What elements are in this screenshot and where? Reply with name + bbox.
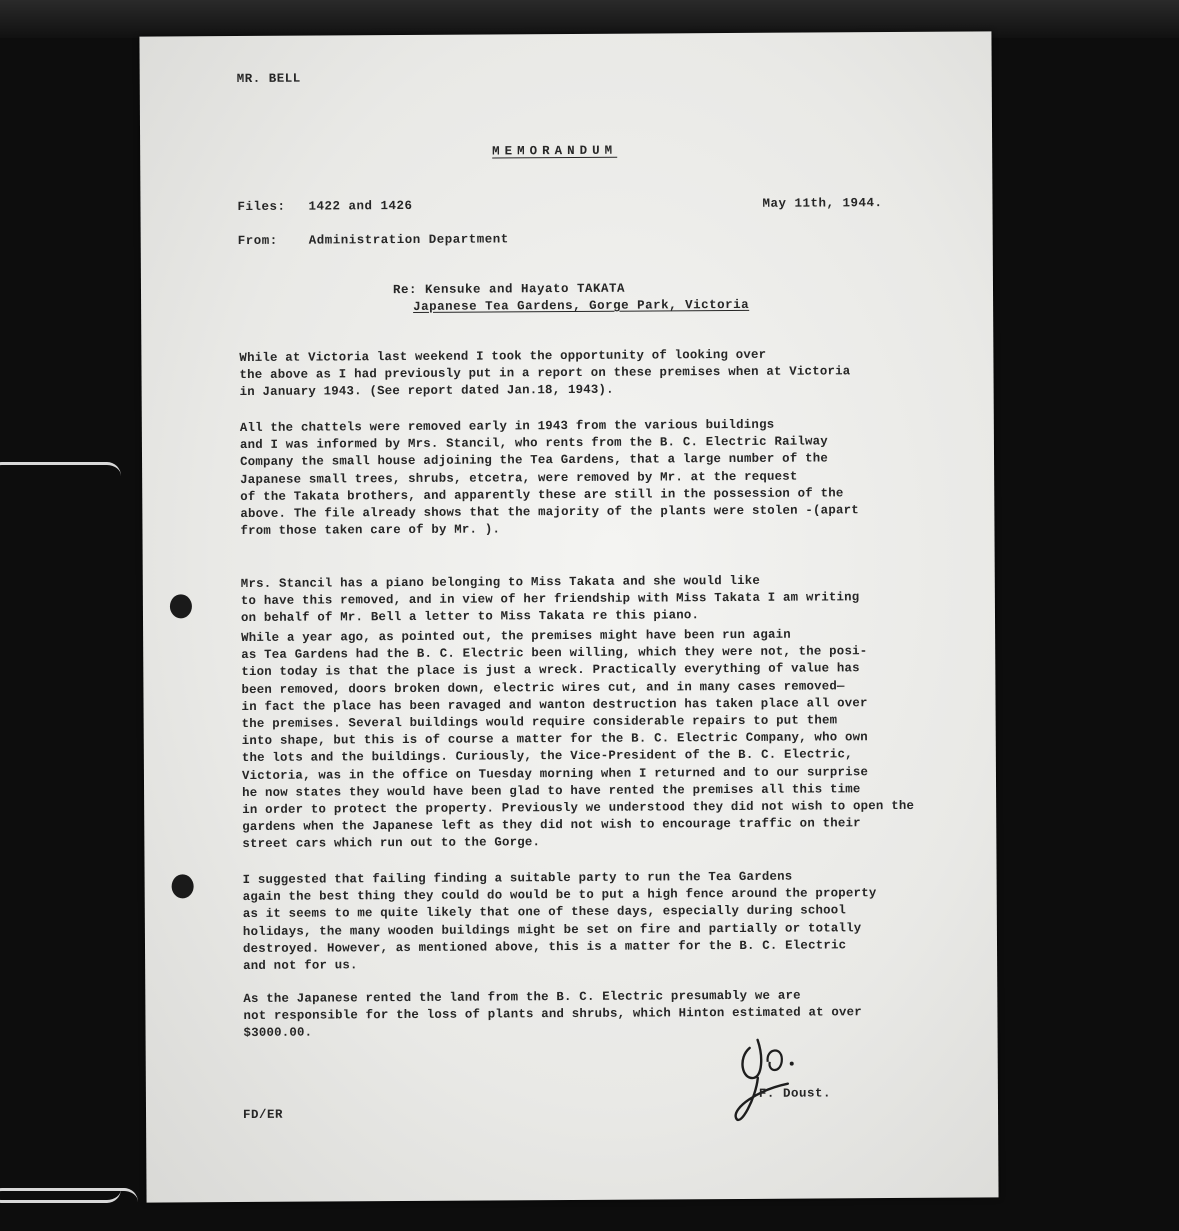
subject-line: Re: Kensuke and Hayato TAKATA <box>392 281 626 298</box>
subject-line-location: Japanese Tea Gardens, Gorge Park, Victoria <box>413 297 750 314</box>
memo-recipient: MR. BELL <box>236 71 301 87</box>
files-value: 1422 and 1426 <box>308 198 413 214</box>
from-label: From: <box>237 233 278 249</box>
film-frame-border <box>0 462 121 1203</box>
memo-date: May 11th, 1944. <box>762 196 883 211</box>
punch-hole <box>170 594 192 618</box>
files-label: Files: <box>237 199 286 215</box>
punch-hole <box>172 874 194 898</box>
body-paragraph: I suggested that failing finding a suitable party to run the Tea Gardens again the best thing they could do would be to put a high fence around the property as it seems to me quite likely that one of these days, especially during school holidays, the many wooden buildings might be set on fire and partially or totally destroyed. However, as mentioned above, this is a matter for the B. C. Electric and not for us. <box>242 869 877 974</box>
film-frame-border-bottom <box>0 1188 138 1231</box>
reference-initials: FD/ER <box>242 1107 284 1123</box>
memo-page <box>139 31 998 1202</box>
signature-name: F. Doust. <box>758 1086 831 1101</box>
memo-title: MEMORANDUM <box>492 143 618 159</box>
body-paragraph: While at Victoria last weekend I took the opportunity of looking over the above as I had previously put in a report on these premises when at Victoria in January 1943. (See report dated Jan.18, 1943). <box>239 347 851 400</box>
film-strip-top <box>0 0 1179 38</box>
from-value: Administration Department <box>308 232 509 248</box>
body-paragraph: While a year ago, as pointed out, the premises might have been run again as Tea Gardens had the B. C. Electric been willing, which they were not, the posi- tion today is that the place is just a wreck. Practically everything of value has been removed, doors broken down, electric wires cut, and in many cases removed— in fact the place has been ravaged and wanton destruction has taken place all over the premises. Several buildings would require considerable repairs to put them into shape, but this is of course a matter for the B. C. Electric Company, who own the lots and the buildings. Curiously, the Vice-President of the B. C. Electric, Victoria, was in the office on Tuesday morning when I returned and to our surprise he now states they would have been glad to have rented the premises all this time in order to protect the property. Previously we understood they did not wish to open the gardens when the Japanese left as they did not wish to encourage traffic on their street cars which run out to the Gorge. <box>241 627 915 852</box>
body-paragraph: All the chattels were removed early in 1943 from the various buildings and I was informed by Mrs. Stancil, who rents from the B. C. Electric Railway Company the small house adjoining the Tea Gardens, that a large number of the Japanese small trees, shrubs, etcetra, were removed by Mr. at the request of the Takata brothers, and apparently these are still in the possession of the above. The file already shows that the majority of the plants were stolen -(apart from those taken care of by Mr. ). <box>239 417 859 539</box>
handwritten-signature <box>727 1017 848 1138</box>
body-paragraph: As the Japanese rented the land from the B. C. Electric presumably we are not responsible for the loss of plants and shrubs, which Hinton estimated at over $3000.00. <box>243 988 862 1041</box>
body-paragraph: Mrs. Stancil has a piano belonging to Miss Takata and she would like to have this removed, and in view of her friendship with Miss Takata I am writing on behalf of Mr. Bell a letter to Miss Takata re this piano. <box>240 573 860 626</box>
